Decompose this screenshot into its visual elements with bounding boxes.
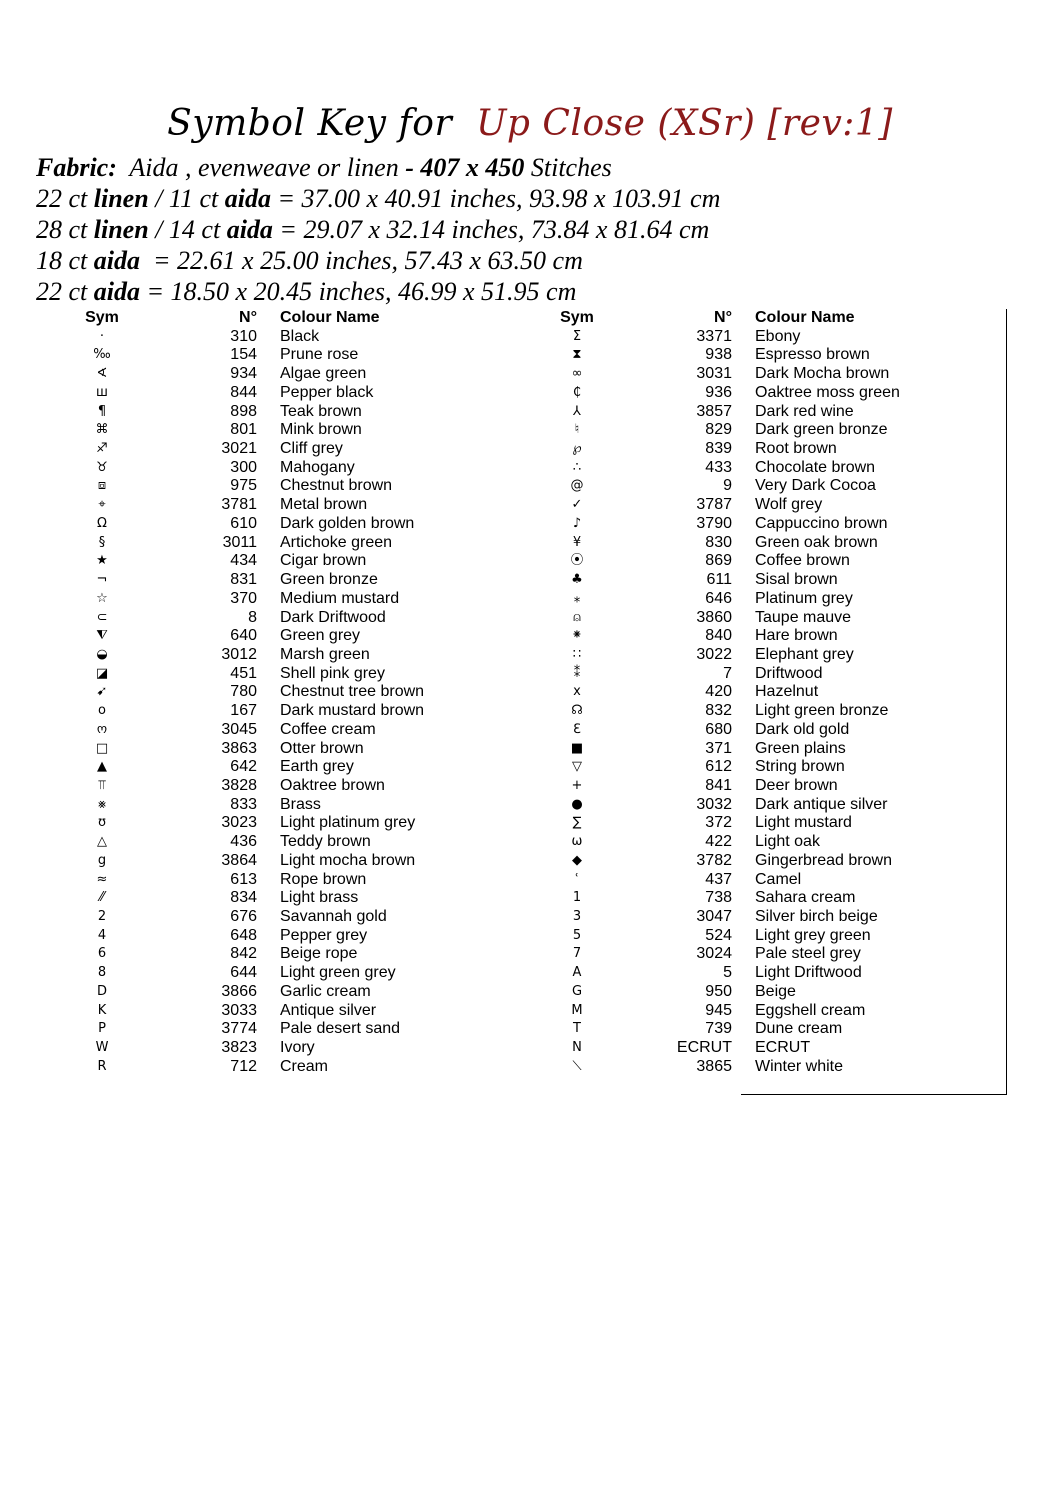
colour-name-cell: Ebony bbox=[755, 327, 801, 345]
number-cell: 839 bbox=[705, 440, 732, 458]
symbol-cell: ● bbox=[571, 796, 583, 812]
number-cell: 934 bbox=[230, 365, 257, 383]
colour-name-cell: Garlic cream bbox=[280, 982, 371, 1000]
symbol-cell: ∴ bbox=[572, 459, 582, 475]
symbol-cell: ⫪ bbox=[98, 777, 106, 793]
number-cell: 869 bbox=[705, 552, 732, 570]
colour-name-cell: Light mustard bbox=[755, 814, 852, 832]
colour-name-cell: Sisal brown bbox=[755, 571, 838, 589]
colour-name-cell: Espresso brown bbox=[755, 346, 870, 364]
symbol-cell: ♪ bbox=[572, 515, 582, 531]
number-cell: 154 bbox=[230, 346, 257, 364]
symbol-cell: G bbox=[571, 983, 583, 999]
size-count-alt: / 14 ct bbox=[155, 215, 221, 244]
symbol-cell: ¶ bbox=[97, 403, 107, 419]
number-cell: 613 bbox=[230, 870, 257, 888]
table-border-bottom bbox=[741, 1094, 1007, 1095]
number-cell: 950 bbox=[705, 982, 732, 1000]
size-dimensions: = 29.07 x 32.14 inches, 73.84 x 81.64 cm bbox=[279, 215, 710, 244]
symbol-cell: T bbox=[573, 1021, 581, 1037]
colour-name-cell: Marsh green bbox=[280, 645, 370, 663]
symbol-cell: g bbox=[97, 852, 107, 868]
colour-name-cell: Black bbox=[280, 327, 320, 345]
colour-name-cell: Very Dark Cocoa bbox=[755, 477, 876, 495]
colour-name-cell: Deer brown bbox=[755, 776, 838, 794]
symbol-cell: ☊ bbox=[571, 703, 583, 719]
number-cell: 3866 bbox=[221, 982, 257, 1000]
size-fabric: linen bbox=[93, 215, 149, 244]
number-cell: 3865 bbox=[696, 1057, 732, 1075]
number-cell: 451 bbox=[230, 664, 257, 682]
colour-name-cell: Metal brown bbox=[280, 496, 368, 514]
symbol-cell: ω bbox=[571, 834, 583, 850]
size-dimensions: = 22.61 x 25.00 inches, 57.43 x 63.50 cm bbox=[146, 246, 583, 275]
colour-name-cell: Dark Driftwood bbox=[280, 608, 386, 626]
number-cell: 372 bbox=[705, 814, 732, 832]
colour-name-cell: Dune cream bbox=[755, 1020, 843, 1038]
symbol-cell: ⅄ bbox=[573, 403, 581, 419]
number-cell: 433 bbox=[705, 458, 732, 476]
number-cell: 936 bbox=[705, 383, 732, 401]
number-cell: 5 bbox=[723, 964, 732, 982]
header-colour-name: Colour Name bbox=[755, 309, 855, 326]
number-cell: 3024 bbox=[696, 945, 732, 963]
colour-name-cell: Wolf grey bbox=[755, 496, 823, 514]
colour-name-cell: Light oak bbox=[755, 833, 820, 851]
colour-name-cell: Oaktree moss green bbox=[755, 383, 900, 401]
symbol-cell: R bbox=[97, 1058, 107, 1074]
colour-name-cell: Dark mustard brown bbox=[280, 702, 425, 720]
symbol-cell: x bbox=[573, 684, 581, 700]
fabric-label: Fabric: bbox=[36, 153, 117, 182]
number-cell: 831 bbox=[230, 571, 257, 589]
symbol-cell: D bbox=[96, 983, 107, 999]
colour-name-cell: Oaktree brown bbox=[280, 776, 385, 794]
number-cell: 3033 bbox=[221, 1001, 257, 1019]
colour-name-cell: Pepper grey bbox=[280, 926, 368, 944]
colour-name-cell: Dark green bronze bbox=[755, 421, 888, 439]
colour-name-cell: Mahogany bbox=[280, 458, 355, 476]
symbol-cell: 8 bbox=[97, 965, 107, 981]
number-cell: 646 bbox=[705, 589, 732, 607]
colour-name-cell: Chestnut tree brown bbox=[280, 683, 425, 701]
symbol-cell: ℇ bbox=[573, 721, 581, 737]
number-cell: 437 bbox=[705, 870, 732, 888]
symbol-cell: o bbox=[98, 703, 106, 719]
colour-name-cell: Teak brown bbox=[280, 402, 362, 420]
number-cell: 3864 bbox=[221, 851, 257, 869]
colour-name-cell: Chestnut brown bbox=[280, 477, 393, 495]
symbol-cell: ₵ bbox=[572, 384, 582, 400]
number-cell: 801 bbox=[230, 421, 257, 439]
colour-name-cell: Beige bbox=[755, 982, 796, 1000]
size-count-alt: / 11 ct bbox=[155, 184, 219, 213]
colour-name-cell: Dark red wine bbox=[755, 402, 854, 420]
symbol-cell: ш bbox=[96, 384, 108, 400]
symbol-cell: ⍝ bbox=[573, 609, 581, 625]
size-fabric: linen bbox=[93, 184, 149, 213]
colour-name-cell: Eggshell cream bbox=[755, 1001, 866, 1019]
colour-name-cell: Light mocha brown bbox=[280, 851, 416, 869]
number-cell: 830 bbox=[705, 533, 732, 551]
colour-name-cell: Cappuccino brown bbox=[755, 514, 888, 532]
colour-name-cell: Silver birch beige bbox=[755, 908, 878, 925]
number-cell: 640 bbox=[230, 627, 257, 645]
colour-name-cell: Hazelnut bbox=[755, 683, 819, 701]
colour-name-cell: Mink brown bbox=[280, 421, 362, 439]
number-cell: 780 bbox=[230, 683, 257, 701]
symbol-cell: ʊ bbox=[97, 815, 107, 831]
pattern-name: Up Close (XSr) [rev:1] bbox=[476, 103, 893, 144]
symbol-cell: ★ bbox=[96, 553, 108, 569]
symbol-cell: ≈ bbox=[96, 871, 108, 887]
size-line bbox=[36, 183, 720, 214]
number-cell: 642 bbox=[230, 758, 257, 776]
fabric-line bbox=[36, 152, 720, 183]
colour-name-cell: Camel bbox=[755, 870, 802, 888]
number-cell: 612 bbox=[705, 758, 732, 776]
colour-name-cell: Pale steel grey bbox=[755, 945, 861, 963]
symbol-cell: N bbox=[572, 1040, 582, 1056]
size-fabric: aida bbox=[93, 277, 140, 306]
symbol-cell: ➹ bbox=[96, 684, 108, 700]
number-cell: 844 bbox=[230, 383, 257, 401]
colour-name-cell: Light grey green bbox=[755, 926, 871, 944]
number-cell: 648 bbox=[230, 926, 257, 944]
number-cell: 3047 bbox=[696, 908, 732, 925]
colour-name-cell: Sahara cream bbox=[755, 889, 856, 907]
colour-name-cell: Coffee cream bbox=[280, 720, 376, 738]
number-cell: 7 bbox=[723, 664, 732, 682]
colour-name-cell: Teddy brown bbox=[280, 833, 371, 851]
table-border-right bbox=[1006, 309, 1007, 1095]
colour-name-cell: Platinum grey bbox=[755, 589, 853, 607]
colour-name-cell: Algae green bbox=[280, 365, 367, 383]
number-cell: 676 bbox=[230, 908, 257, 925]
colour-name-cell: Cliff grey bbox=[280, 440, 343, 458]
symbol-cell: ♣ bbox=[571, 572, 583, 588]
number-cell: 840 bbox=[705, 627, 732, 645]
colour-name-cell: Dark golden brown bbox=[280, 514, 415, 532]
symbol-cell: ⌖ bbox=[98, 497, 106, 513]
symbol-cell: A bbox=[572, 965, 582, 981]
number-cell: 610 bbox=[230, 514, 257, 532]
colour-name-cell: Coffee brown bbox=[755, 552, 850, 570]
size-count: 28 ct bbox=[36, 215, 88, 244]
number-cell: 739 bbox=[705, 1020, 732, 1038]
number-cell: 3012 bbox=[221, 645, 257, 663]
symbol-cell: ⨳ bbox=[97, 796, 107, 812]
number-cell: 945 bbox=[705, 1001, 732, 1019]
size-fabric-alt: aida bbox=[224, 184, 271, 213]
number-cell: 829 bbox=[705, 421, 732, 439]
symbol-cell: ¬ bbox=[96, 572, 108, 588]
symbol-cell: 5 bbox=[572, 927, 582, 943]
number-cell: 434 bbox=[230, 552, 257, 570]
number-cell: 832 bbox=[705, 702, 732, 720]
symbol-cell: 4 bbox=[97, 927, 107, 943]
symbol-cell: ◒ bbox=[96, 646, 108, 662]
colour-name-cell: Prune rose bbox=[280, 346, 359, 364]
symbol-cell: ◆ bbox=[572, 852, 582, 868]
symbol-cell: ▲ bbox=[97, 759, 107, 775]
symbol-cell: ∞ bbox=[571, 366, 583, 382]
symbol-cell: ო bbox=[96, 721, 108, 737]
size-count: 18 ct bbox=[36, 246, 88, 275]
colour-name-cell: Beige rope bbox=[280, 945, 358, 963]
stitch-count: 407 x 450 bbox=[420, 153, 525, 182]
symbol-cell: Σ bbox=[572, 328, 582, 344]
colour-name-cell: Dark Mocha brown bbox=[755, 365, 890, 383]
colour-name-cell: Winter white bbox=[755, 1057, 844, 1075]
symbol-cell: ⌘ bbox=[95, 422, 109, 438]
size-line bbox=[36, 276, 720, 307]
symbol-cell: ⦿ bbox=[570, 553, 584, 569]
number-cell: 436 bbox=[230, 833, 257, 851]
symbol-cell: ⁄⁄ bbox=[99, 890, 105, 906]
number-cell: 834 bbox=[230, 889, 257, 907]
symbol-cell: @ bbox=[570, 478, 584, 494]
number-cell: 3031 bbox=[696, 365, 732, 383]
number-cell: 842 bbox=[230, 945, 257, 963]
symbol-cell: + bbox=[571, 777, 583, 793]
header-sym: Sym bbox=[85, 309, 119, 326]
stitches-label: Stitches bbox=[530, 153, 612, 182]
number-cell: 371 bbox=[705, 739, 732, 757]
number-cell: 898 bbox=[230, 402, 257, 420]
symbol-cell: ∷ bbox=[572, 646, 582, 662]
number-cell: 370 bbox=[230, 589, 257, 607]
colour-name-cell: Pale desert sand bbox=[280, 1020, 401, 1038]
colour-name-cell: Green plains bbox=[755, 739, 846, 757]
number-cell: 8 bbox=[248, 608, 257, 626]
symbol-cell: 1 bbox=[572, 890, 582, 906]
number-cell: 167 bbox=[230, 702, 257, 720]
number-cell: 975 bbox=[230, 477, 257, 495]
colour-name-cell: Gingerbread brown bbox=[755, 851, 892, 869]
colour-name-cell: Dark antique silver bbox=[755, 795, 888, 813]
symbol-cell: 6 bbox=[97, 946, 107, 962]
symbol-cell: ʿ bbox=[575, 871, 579, 887]
colour-name-cell: Earth grey bbox=[280, 758, 354, 776]
number-cell: 310 bbox=[230, 327, 257, 345]
symbol-cell: ⧨ bbox=[96, 628, 108, 644]
number-cell: 833 bbox=[230, 795, 257, 813]
number-cell: 420 bbox=[705, 683, 732, 701]
number-cell: ECRUT bbox=[676, 1039, 732, 1057]
number-cell: 680 bbox=[705, 720, 732, 738]
colour-name-cell: Brass bbox=[280, 795, 321, 813]
colour-name-cell: Antique silver bbox=[280, 1001, 377, 1019]
number-cell: 3371 bbox=[696, 327, 732, 345]
colour-name-cell: Light platinum grey bbox=[280, 814, 416, 832]
number-cell: 524 bbox=[705, 926, 732, 944]
colour-name-cell: Driftwood bbox=[755, 664, 823, 682]
number-cell: 3032 bbox=[696, 795, 732, 813]
colour-name-cell: Light green bronze bbox=[755, 702, 889, 720]
symbol-cell: ⟍ bbox=[572, 1058, 582, 1074]
colour-name-cell: Medium mustard bbox=[280, 589, 400, 607]
colour-name-cell: Hare brown bbox=[755, 627, 838, 645]
number-cell: 3774 bbox=[221, 1020, 257, 1038]
symbol-cell: ⁕ bbox=[571, 628, 583, 644]
page-title bbox=[0, 96, 1060, 152]
symbol-cell: ◪ bbox=[95, 665, 109, 681]
colour-name-cell: Elephant grey bbox=[755, 645, 854, 663]
number-cell: 300 bbox=[230, 458, 257, 476]
number-cell: 422 bbox=[705, 833, 732, 851]
size-line bbox=[36, 245, 720, 276]
symbol-cell: □ bbox=[95, 740, 109, 756]
symbol-cell: § bbox=[98, 534, 106, 550]
number-cell: 3782 bbox=[696, 851, 732, 869]
number-cell: 611 bbox=[706, 571, 732, 589]
symbol-cell: P bbox=[98, 1021, 106, 1037]
symbol-cell: △ bbox=[97, 834, 107, 850]
colour-name-cell: ECRUT bbox=[755, 1039, 811, 1057]
colour-name-cell: Ivory bbox=[280, 1039, 315, 1057]
symbol-cell: ⧈ bbox=[97, 478, 107, 494]
symbol-cell: 7 bbox=[572, 946, 582, 962]
symbol-cell: ¥ bbox=[572, 534, 582, 550]
size-fabric-alt: aida bbox=[226, 215, 273, 244]
header-number: N° bbox=[239, 309, 257, 326]
fabric-dash: - bbox=[405, 153, 414, 182]
size-dimensions: = 37.00 x 40.91 inches, 93.98 x 103.91 cm bbox=[277, 184, 721, 213]
symbol-cell: 3 bbox=[572, 909, 582, 924]
number-cell: 3863 bbox=[221, 739, 257, 757]
colour-name-cell: Green grey bbox=[280, 627, 361, 645]
colour-name-cell: Light Driftwood bbox=[755, 964, 862, 982]
colour-name-cell: Dark old gold bbox=[755, 720, 850, 738]
colour-name-cell: Otter brown bbox=[280, 739, 364, 757]
symbol-cell: ⊂ bbox=[96, 609, 108, 625]
title-prefix: Symbol Key for bbox=[167, 103, 453, 144]
number-cell: 712 bbox=[230, 1057, 257, 1075]
number-cell: 3828 bbox=[221, 776, 257, 794]
size-count: 22 ct bbox=[36, 277, 88, 306]
number-cell: 3045 bbox=[221, 720, 257, 738]
size-dimensions: = 18.50 x 20.45 inches, 46.99 x 51.95 cm bbox=[146, 277, 577, 306]
number-cell: 3022 bbox=[696, 645, 732, 663]
symbol-cell: ♉ bbox=[96, 459, 108, 475]
symbol-cell: ■ bbox=[570, 740, 584, 756]
colour-name-cell: Cigar brown bbox=[280, 552, 367, 570]
colour-name-cell: Green oak brown bbox=[755, 533, 878, 551]
colour-name-cell: Artichoke green bbox=[280, 533, 393, 551]
number-cell: 3023 bbox=[221, 814, 257, 832]
number-cell: 738 bbox=[705, 889, 732, 907]
number-cell: 3860 bbox=[696, 608, 732, 626]
size-fabric: aida bbox=[93, 246, 140, 275]
symbol-cell: ✓ bbox=[571, 497, 583, 513]
symbol-cell: ∢ bbox=[96, 366, 108, 382]
number-cell: 841 bbox=[705, 776, 732, 794]
colour-name-cell: Green bronze bbox=[280, 571, 378, 589]
number-cell: 644 bbox=[230, 964, 257, 982]
number-cell: 3823 bbox=[221, 1039, 257, 1057]
number-cell: 3011 bbox=[222, 533, 257, 551]
fabric-info bbox=[36, 152, 720, 307]
header-number: N° bbox=[714, 309, 732, 326]
number-cell: 3790 bbox=[696, 514, 732, 532]
symbol-cell: ⁑ bbox=[573, 665, 581, 681]
colour-name-cell: Rope brown bbox=[280, 870, 367, 888]
colour-name-cell: Shell pink grey bbox=[280, 664, 385, 682]
symbol-cell: ⧗ bbox=[572, 347, 582, 363]
symbol-cell: ⁎ bbox=[573, 590, 581, 606]
size-line bbox=[36, 214, 720, 245]
colour-name-cell: Light brass bbox=[280, 889, 359, 907]
symbol-cell: ℘ bbox=[572, 441, 582, 457]
symbol-cell: ‰ bbox=[93, 347, 111, 363]
number-cell: 3857 bbox=[696, 402, 732, 420]
header-sym: Sym bbox=[560, 309, 594, 326]
symbol-cell: M bbox=[571, 1002, 583, 1018]
number-cell: 9 bbox=[723, 477, 732, 495]
colour-name-cell: Root brown bbox=[755, 440, 837, 458]
size-count: 22 ct bbox=[36, 184, 88, 213]
symbol-cell: 2 bbox=[97, 909, 107, 924]
symbol-cell: ∑ bbox=[572, 815, 582, 831]
colour-name-cell: Chocolate brown bbox=[755, 458, 876, 476]
number-cell: 938 bbox=[705, 346, 732, 364]
symbol-cell: K bbox=[97, 1002, 107, 1018]
symbol-cell: Ω bbox=[97, 515, 107, 531]
header-colour-name: Colour Name bbox=[280, 309, 380, 326]
number-cell: 3021 bbox=[221, 440, 257, 458]
number-cell: 3781 bbox=[221, 496, 257, 514]
colour-name-cell: Savannah gold bbox=[280, 908, 387, 925]
symbol-cell: ▽ bbox=[572, 759, 582, 775]
symbol-cell: · bbox=[99, 328, 105, 344]
symbol-cell: ☆ bbox=[96, 590, 108, 606]
fabric-types: Aida , evenweave or linen bbox=[129, 153, 399, 182]
symbol-cell: ♐ bbox=[96, 441, 108, 457]
colour-name-cell: Taupe mauve bbox=[755, 608, 852, 626]
colour-name-cell: Light green grey bbox=[280, 964, 396, 982]
symbol-cell: W bbox=[95, 1040, 109, 1056]
colour-name-cell: String brown bbox=[755, 758, 845, 776]
colour-name-cell: Cream bbox=[280, 1057, 329, 1075]
symbol-cell: ♮ bbox=[574, 422, 580, 438]
colour-name-cell: Pepper black bbox=[280, 383, 374, 401]
number-cell: 3787 bbox=[696, 496, 732, 514]
